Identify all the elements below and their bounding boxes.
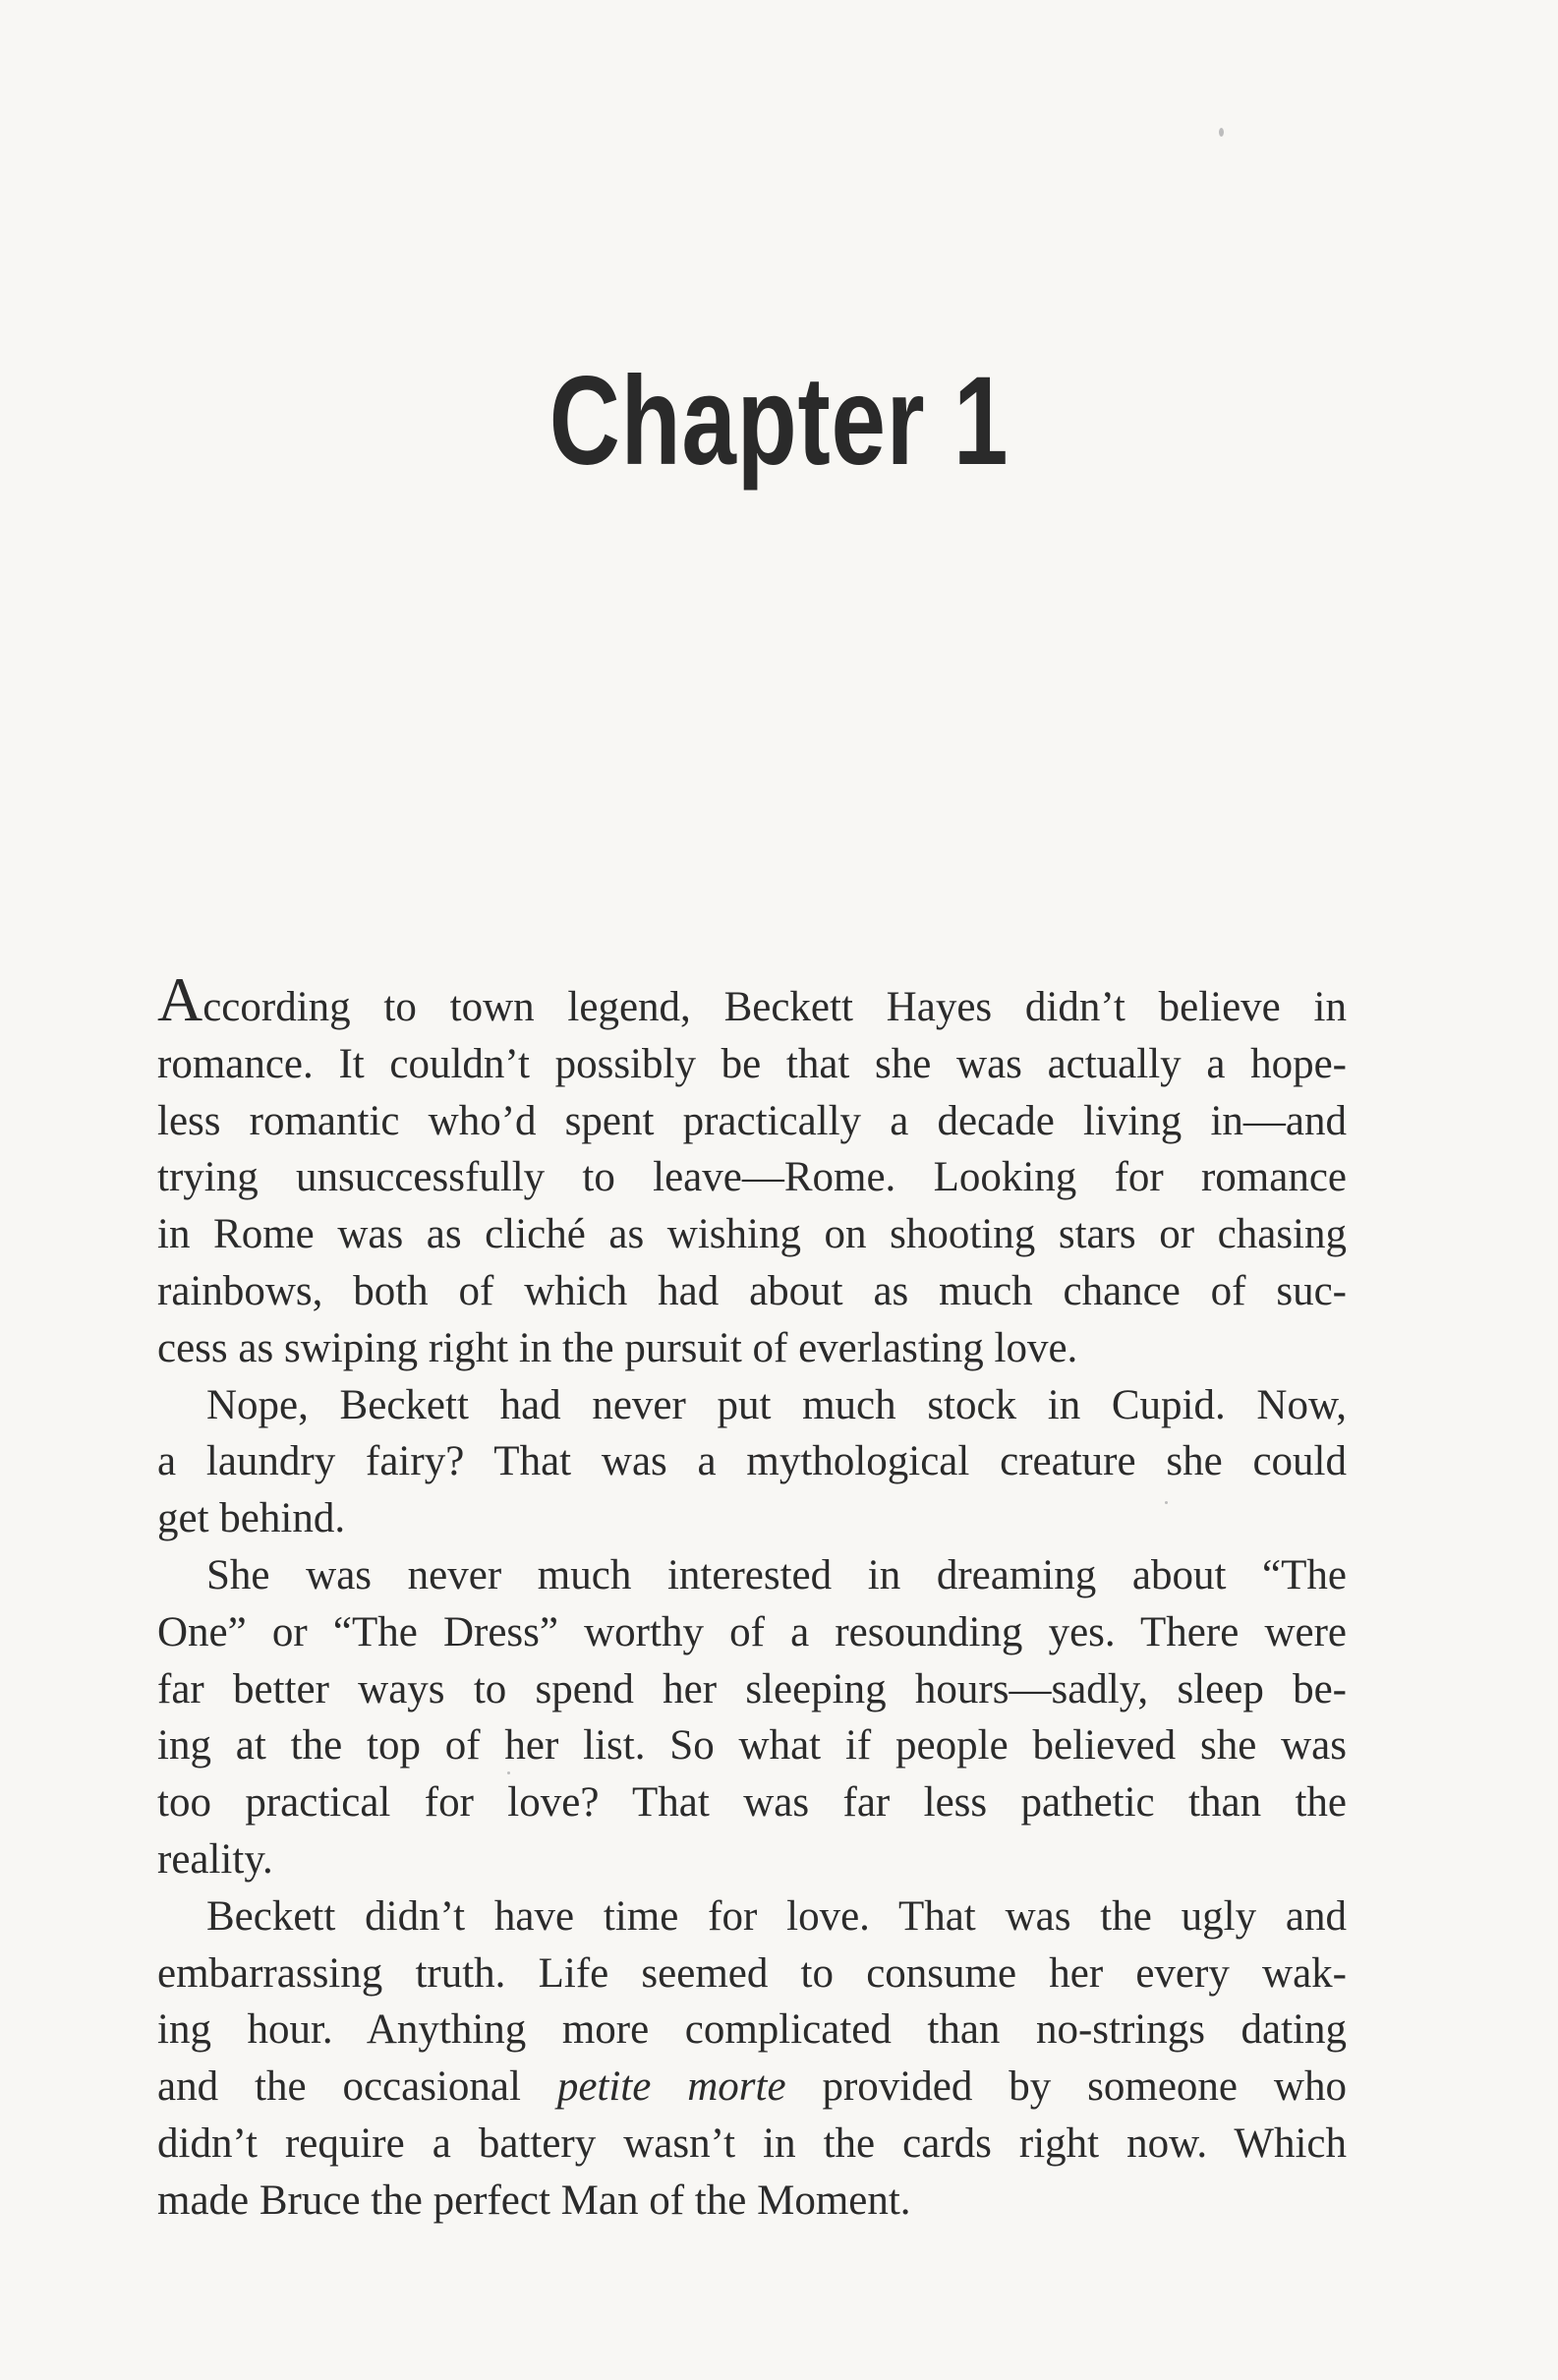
text-line: too practical for love? That was far less pathetic than the	[157, 1779, 1347, 1827]
text-line: cess as swiping right in the pursuit of everlasting love.	[157, 1324, 1078, 1371]
drop-cap: A	[157, 964, 203, 1034]
paragraph-1	[157, 964, 1347, 1377]
text-line: She was never much interested in dreaming about “The	[206, 1551, 1347, 1598]
text-line: in Rome was as cliché as wishing on shooting stars or chasing	[157, 1211, 1347, 1258]
text-line: ing at the top of her list. So what if people believed she was	[157, 1722, 1347, 1770]
paragraph-2	[157, 1377, 1347, 1547]
text-line: made Bruce the perfect Man of the Moment.	[157, 2177, 911, 2224]
line-text: ccording to town legend, Beckett Hayes didn’t believe in	[202, 984, 1347, 1030]
scan-speck	[1165, 1501, 1168, 1504]
paragraph-4	[157, 1888, 1347, 2230]
text-line: embarrassing truth. Life seemed to consume her every wak-	[157, 1949, 1347, 1997]
paragraph-3	[157, 1547, 1347, 1888]
text-line: ing hour. Anything more complicated than no-strings dating	[157, 2006, 1347, 2054]
scan-speck	[1219, 128, 1224, 137]
text-line: rainbows, both of which had about as much chance of suc-	[157, 1267, 1347, 1314]
text-line	[157, 964, 1347, 1036]
text-line: a laundry fairy? That was a mythological creature she could	[157, 1438, 1347, 1485]
body-text	[157, 964, 1347, 2230]
chapter-title: Chapter 1	[548, 351, 1010, 492]
text-line: get behind.	[157, 1495, 346, 1542]
text-line: far better ways to spend her sleeping hours—sadly, sleep be-	[157, 1665, 1347, 1712]
text-line: less romantic who’d spent practically a decade living in—and	[157, 1097, 1347, 1144]
text-line: Nope, Beckett had never put much stock in Cupid. Now,	[206, 1381, 1347, 1428]
italic-phrase: petite morte	[556, 2063, 786, 2111]
text-line: trying unsuccessfully to leave—Rome. Looking for romance	[157, 1154, 1347, 1201]
text-line: reality.	[157, 1835, 273, 1883]
text-line: Beckett didn’t have time for love. That was the ugly and	[206, 1892, 1347, 1940]
scan-speck	[507, 1771, 510, 1774]
text-line: romance. It couldn’t possibly be that she was actually a hope-	[157, 1040, 1347, 1087]
text-line: and the occasional petite morte provided by someone who	[157, 2063, 1347, 2111]
text-line: didn’t require a battery wasn’t in the cards right now. Which	[157, 2119, 1347, 2167]
text-line: One” or “The Dress” worthy of a resounding yes. There were	[157, 1608, 1347, 1655]
